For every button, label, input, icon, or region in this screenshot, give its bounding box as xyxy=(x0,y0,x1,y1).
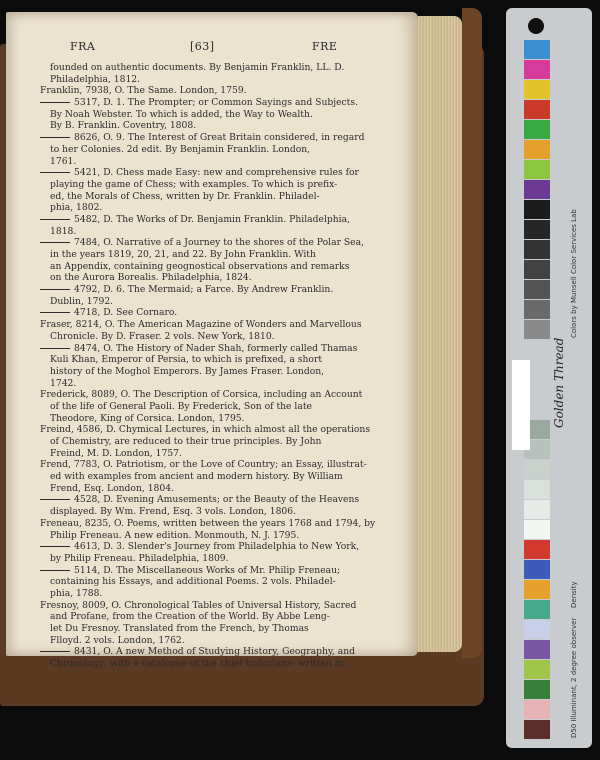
text-line xyxy=(40,635,404,647)
color-swatch xyxy=(524,640,550,659)
ditto-dash xyxy=(40,219,70,220)
text-line xyxy=(40,471,404,483)
catalogue-text xyxy=(40,62,404,670)
text-line xyxy=(40,494,404,506)
text-line-content: playing the game of Chess; with examples. To which is prefix- xyxy=(50,178,338,190)
text-line-content: 7484, O. Narrative of a Journey to the shores of the Polar Sea, xyxy=(74,237,365,249)
text-line-content: 1761. xyxy=(50,155,77,167)
text-line-content: an Appendix, containing geognostical observations and remarks xyxy=(50,260,350,272)
color-swatch xyxy=(524,120,550,139)
chart-hole-top xyxy=(528,18,544,34)
text-line xyxy=(40,483,404,495)
text-line xyxy=(40,97,404,109)
color-swatch xyxy=(524,80,550,99)
ditto-dash xyxy=(40,348,70,349)
color-swatch xyxy=(524,700,550,719)
chart-vendor-label: Colors by Munsell Color Services Lab xyxy=(570,209,578,338)
text-line xyxy=(40,588,404,600)
color-swatch xyxy=(524,280,550,299)
ditto-dash xyxy=(40,289,70,290)
text-line-content: By B. Franklin. Coventry, 1808. xyxy=(50,120,197,132)
text-line xyxy=(40,296,404,308)
text-line-content: Dublin, 1792. xyxy=(50,295,114,307)
text-line xyxy=(40,530,404,542)
scale-ruler xyxy=(512,360,530,450)
page-edges xyxy=(418,16,462,652)
text-line-content: 4718, D. See Cornaro. xyxy=(74,307,178,319)
text-line-content: Chronology; with a catalogue of the chief historians; written in xyxy=(50,658,344,670)
text-line-content: 5482, D. The Works of Dr. Benjamin Franklin. Philadelphia, xyxy=(74,213,351,225)
color-swatch xyxy=(524,220,550,239)
running-header xyxy=(40,40,404,56)
text-line xyxy=(40,378,404,390)
text-line-content: Frederick, 8089, O. The Description of Corsica, including an Account xyxy=(40,389,363,401)
text-line xyxy=(40,237,404,249)
text-line-content: Philadelphia, 1812. xyxy=(50,73,141,85)
text-line xyxy=(40,272,404,284)
text-line xyxy=(40,518,404,530)
text-line xyxy=(40,62,404,74)
chart-illuminant-label: D50 Illuminant, 2 degree observer xyxy=(570,617,578,738)
text-line xyxy=(40,366,404,378)
text-line-content: phia, 1802. xyxy=(50,202,103,214)
text-line-content: containing his Essays, and additional Poems. 2 vols. Philadel- xyxy=(50,576,336,588)
color-swatch xyxy=(524,100,550,119)
text-line xyxy=(40,506,404,518)
text-line xyxy=(40,144,404,156)
ditto-dash xyxy=(40,102,70,103)
text-line-content: Theodore, King of Corsica. London, 1795. xyxy=(50,412,245,424)
text-line xyxy=(40,565,404,577)
text-line xyxy=(40,424,404,436)
text-line xyxy=(40,261,404,273)
header-left: FRA xyxy=(70,40,96,53)
text-line xyxy=(40,202,404,214)
text-line xyxy=(40,85,404,97)
color-swatch xyxy=(524,520,550,539)
text-line xyxy=(40,401,404,413)
color-swatch xyxy=(524,680,550,699)
text-line-content: Franklin, 7938, O. The Same. London, 1759. xyxy=(40,85,247,97)
color-swatch xyxy=(524,600,550,619)
text-line-content: Chronicle. By D. Fraser. 2 vols. New York, 1810. xyxy=(50,330,275,342)
text-line-content: and Profane, from the Creation of the World. By Abbe Leng- xyxy=(50,611,330,623)
text-line-content: 8474, O. The History of Nader Shah, formerly called Thamas xyxy=(74,342,358,354)
color-swatch xyxy=(524,560,550,579)
text-line-content: 4792, D. 6. The Mermaid; a Farce. By Andrew Franklin. xyxy=(74,284,334,296)
text-line xyxy=(40,658,404,670)
text-line xyxy=(40,600,404,612)
text-line xyxy=(40,156,404,168)
text-line xyxy=(40,191,404,203)
chart-brand-label: Golden Thread xyxy=(552,337,566,428)
text-line-content: Fraser, 8214, O. The American Magazine of Wonders and Marvellous xyxy=(40,319,362,331)
text-line-content: of Chemistry, are reduced to their true principles. By John xyxy=(50,436,322,447)
color-swatch xyxy=(524,540,550,559)
text-line-content: Fresnoy, 8009, O. Chronological Tables of Universal History, Sacred xyxy=(40,599,357,611)
text-line-content: 1742. xyxy=(50,377,77,389)
text-line xyxy=(40,459,404,471)
header-right: FRE xyxy=(312,40,338,53)
color-swatch xyxy=(524,60,550,79)
text-line xyxy=(40,319,404,331)
text-line-content: Freind, 4586, D. Chymical Lectures, in which almost all the operations xyxy=(40,424,371,436)
color-swatch xyxy=(524,140,550,159)
color-swatch xyxy=(524,200,550,219)
text-line xyxy=(40,249,404,261)
color-swatch xyxy=(524,40,550,59)
text-line xyxy=(40,132,404,144)
ditto-dash xyxy=(40,137,70,138)
text-line xyxy=(40,553,404,565)
text-line xyxy=(40,389,404,401)
text-line-content: let Du Fresnoy. Translated from the French, by Thomas xyxy=(50,623,309,634)
text-line xyxy=(40,623,404,635)
chart-density-label: Density xyxy=(570,581,578,608)
text-line xyxy=(40,611,404,623)
ditto-dash xyxy=(40,570,70,571)
text-line-content: ed, the Morals of Chess, written by Dr. Franklin. Philadel- xyxy=(50,190,320,202)
text-line xyxy=(40,448,404,460)
text-line-content: Flloyd. 2 vols. London, 1762. xyxy=(50,634,185,646)
text-line xyxy=(40,331,404,343)
text-line-content: in the years 1819, 20, 21, and 22. By John Franklin. With xyxy=(50,249,316,260)
text-line-content: 4613, D. 3. Slender's Journey from Philadelphia to New York, xyxy=(74,541,360,553)
text-line-content: By Noah Webster. To which is added, the Way to Wealth. xyxy=(50,108,313,120)
text-line xyxy=(40,214,404,226)
ditto-dash xyxy=(40,172,70,173)
text-line xyxy=(40,307,404,319)
text-line xyxy=(40,109,404,121)
color-swatch xyxy=(524,620,550,639)
text-line-content: 8626, O. 9. The Interest of Great Britain considered, in regard xyxy=(74,132,365,144)
text-line xyxy=(40,646,404,658)
text-line-content: Kuli Khan, Emperor of Persia, to which is prefixed, a short xyxy=(50,354,323,366)
text-line xyxy=(40,179,404,191)
color-swatch xyxy=(524,240,550,259)
page-number: [63] xyxy=(190,40,215,53)
color-swatch xyxy=(524,500,550,519)
color-swatch xyxy=(524,320,550,339)
ditto-dash xyxy=(40,651,70,652)
color-swatch xyxy=(524,160,550,179)
text-line-content: founded on authentic documents. By Benjamin Franklin, LL. D. xyxy=(50,62,345,73)
text-line-content: 5114, D. The Miscellaneous Works of Mr. Philip Freneau; xyxy=(74,564,341,576)
text-line-content: displayed. By Wm. Frend, Esq. 3 vols. London, 1806. xyxy=(50,506,297,518)
ditto-dash xyxy=(40,546,70,547)
color-swatch xyxy=(524,580,550,599)
color-swatch xyxy=(524,260,550,279)
text-line-content: 8431, O. A new Method of Studying History, Geography, and xyxy=(74,646,356,658)
text-line xyxy=(40,354,404,366)
text-line xyxy=(40,576,404,588)
text-line-content: Frend, Esq. London, 1804. xyxy=(50,482,175,494)
text-line xyxy=(40,74,404,86)
text-line xyxy=(40,343,404,355)
text-line xyxy=(40,284,404,296)
color-swatch xyxy=(524,300,550,319)
text-line-content: of the life of General Paoli. By Frederick, Son of the late xyxy=(50,400,312,412)
text-line xyxy=(40,226,404,238)
text-line-content: to her Colonies. 2d edit. By Benjamin Franklin. London, xyxy=(50,143,311,155)
ditto-dash xyxy=(40,242,70,243)
color-swatch xyxy=(524,480,550,499)
text-line xyxy=(40,436,404,448)
text-line-content: 5421, D. Chess made Easy: new and comprehensive rules for xyxy=(74,167,359,179)
text-line-content: Freind, M. D. London, 1757. xyxy=(50,447,182,459)
color-swatch xyxy=(524,720,550,739)
color-swatch xyxy=(524,660,550,679)
text-line-content: Frend, 7783, O. Patriotism, or the Love of Country; an Essay, illustrat- xyxy=(40,459,367,471)
book-spine-edge xyxy=(462,8,482,658)
text-line xyxy=(40,120,404,132)
text-line-content: history of the Moghol Emperors. By James Fraser. London, xyxy=(50,365,325,377)
book-page xyxy=(6,12,418,670)
color-swatch xyxy=(524,180,550,199)
text-line xyxy=(40,541,404,553)
text-line-content: phia, 1788. xyxy=(50,587,103,599)
text-line-content: 1818. xyxy=(50,225,77,237)
ditto-dash xyxy=(40,499,70,500)
text-line-content: 4528, D. Evening Amusements; or the Beauty of the Heavens xyxy=(74,494,360,506)
text-line-content: 5317, D. 1. The Prompter; or Common Sayings and Subjects. xyxy=(74,97,359,109)
text-line-content: on the Aurora Borealis. Philadelphia, 1824. xyxy=(50,272,252,284)
ditto-dash xyxy=(40,312,70,313)
text-line-content: Philip Freneau. A new edition. Monmouth, N. J. 1795. xyxy=(50,529,300,541)
text-line-content: by Philip Freneau. Philadelphia, 1809. xyxy=(50,552,229,564)
text-line-content: Freneau, 8235, O. Poems, written between the years 1768 and 1794, by xyxy=(40,517,376,529)
text-line xyxy=(40,167,404,179)
text-line xyxy=(40,413,404,425)
color-swatch xyxy=(524,460,550,479)
text-line-content: ed with examples from ancient and modern history. By William xyxy=(50,471,343,483)
